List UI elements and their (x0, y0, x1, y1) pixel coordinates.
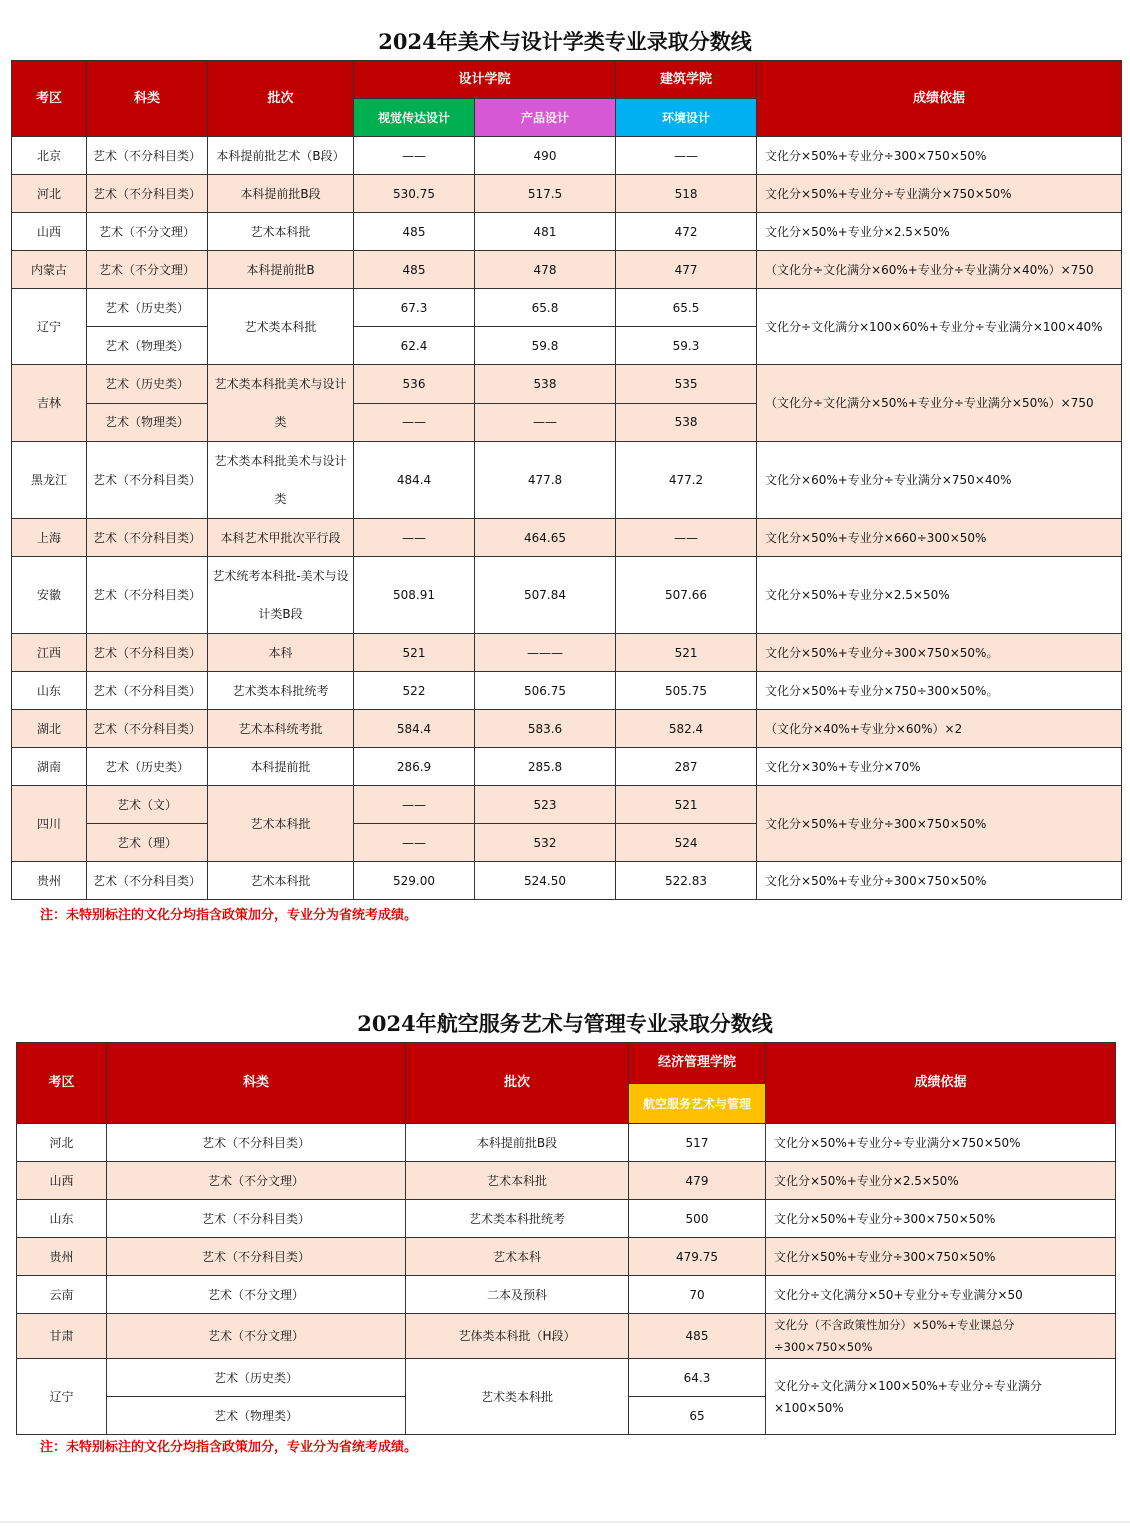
cell-category: 艺术（历史类） (87, 289, 208, 327)
cell-region: 山西 (17, 1162, 107, 1200)
table-row (12, 175, 1122, 213)
table-row (12, 442, 1122, 519)
cell-basis: 文化分（不含政策性加分）×50%+专业课总分÷300×750×50% (766, 1314, 1116, 1359)
cell-score: 477 (616, 251, 757, 289)
cell-batch: 艺术类本科批统考 (208, 672, 354, 710)
cell-score: —— (354, 824, 475, 862)
cell-region: 山东 (17, 1200, 107, 1238)
cell-basis: 文化分×50%+专业分÷300×750×50% (757, 786, 1122, 862)
cell-score: 583.6 (475, 710, 616, 748)
cell-score: 517 (629, 1124, 766, 1162)
cell-basis: 文化分×50%+专业分×2.5×50% (766, 1162, 1116, 1200)
cell-region: 安徽 (12, 557, 87, 634)
table-row (12, 289, 1122, 327)
cell-score: —— (616, 519, 757, 557)
cell-score: 65.8 (475, 289, 616, 327)
cell-score: 62.4 (354, 327, 475, 365)
cell-batch: 本科提前批B段 (208, 175, 354, 213)
cell-batch: 艺术本科 (406, 1238, 629, 1276)
cell-category: 艺术（历史类） (107, 1359, 406, 1397)
cell-region: 甘肃 (17, 1314, 107, 1359)
cell-score: 538 (475, 365, 616, 404)
table-row (17, 1276, 1116, 1314)
header-major-product: 产品设计 (475, 99, 616, 137)
cell-region: 贵州 (17, 1238, 107, 1276)
cell-region: 湖北 (12, 710, 87, 748)
table-row (17, 1314, 1116, 1359)
cell-basis: 文化分×50%+专业分÷专业满分×750×50% (766, 1124, 1116, 1162)
header-major-visual: 视觉传达设计 (354, 99, 475, 137)
table2-title: 2024年航空服务艺术与管理专业录取分数线 (357, 1011, 773, 1036)
cell-basis: 文化分×50%+专业分÷专业满分×750×50% (757, 175, 1122, 213)
cell-basis: 文化分×50%+专业分÷300×750×50% (757, 137, 1122, 175)
cell-category: 艺术（物理类） (87, 327, 208, 365)
table2-note: 注：未特别标注的文化分均指含政策加分，专业分为省统考成绩。 (40, 1440, 418, 1455)
cell-basis: 文化分×50%+专业分÷300×750×50% (766, 1238, 1116, 1276)
cell-basis: 文化分×50%+专业分×2.5×50% (757, 557, 1122, 634)
cell-batch: 艺术类本科批 (208, 289, 354, 365)
cell-score: —— (616, 137, 757, 175)
cell-score: 518 (616, 175, 757, 213)
cell-region: 辽宁 (17, 1359, 107, 1435)
table-row (12, 137, 1122, 175)
header-basis: 成绩依据 (766, 1043, 1116, 1124)
cell-score: 522 (354, 672, 475, 710)
cell-region: 黑龙江 (12, 442, 87, 519)
cell-score: 287 (616, 748, 757, 786)
cell-score: 500 (629, 1200, 766, 1238)
cell-category: 艺术（不分文理） (107, 1314, 406, 1359)
table-row (12, 519, 1122, 557)
cell-category: 艺术（文） (87, 786, 208, 824)
cell-batch: 艺术本科批 (406, 1162, 629, 1200)
cell-category: 艺术（不分科目类） (87, 519, 208, 557)
cell-score: 478 (475, 251, 616, 289)
table1-title: 2024年美术与设计学类专业录取分数线 (378, 29, 752, 54)
table-row (17, 1359, 1116, 1397)
aviation-score-table (16, 1042, 1116, 1435)
cell-category: 艺术（不分文理） (87, 251, 208, 289)
cell-basis: 文化分÷文化满分×100×50%+专业分÷专业满分×100×50% (766, 1359, 1116, 1435)
cell-region: 河北 (12, 175, 87, 213)
cell-score: 529.00 (354, 862, 475, 900)
cell-basis: 文化分×50%+专业分×750÷300×50%。 (757, 672, 1122, 710)
cell-category: 艺术（不分科目类） (107, 1124, 406, 1162)
cell-category: 艺术（不分文理） (107, 1276, 406, 1314)
table-row (17, 1238, 1116, 1276)
cell-score: 285.8 (475, 748, 616, 786)
cell-score: 582.4 (616, 710, 757, 748)
cell-score: —— (354, 519, 475, 557)
header-batch: 批次 (208, 61, 354, 137)
cell-batch: 艺术类本科批美术与设计类 (208, 365, 354, 442)
cell-score: —— (354, 403, 475, 442)
cell-batch: 本科 (208, 634, 354, 672)
cell-basis: （文化分÷文化满分×60%+专业分÷专业满分×40%）×750 (757, 251, 1122, 289)
cell-score: 464.65 (475, 519, 616, 557)
cell-score: ——— (475, 634, 616, 672)
cell-basis: 文化分×60%+专业分÷专业满分×750×40% (757, 442, 1122, 519)
cell-score: 521 (354, 634, 475, 672)
cell-score: 508.91 (354, 557, 475, 634)
cell-region: 吉林 (12, 365, 87, 442)
cell-basis: 文化分×50%+专业分×660÷300×50% (757, 519, 1122, 557)
table-row (12, 634, 1122, 672)
header-category: 科类 (107, 1043, 406, 1124)
cell-region: 江西 (12, 634, 87, 672)
cell-region: 湖南 (12, 748, 87, 786)
cell-region: 贵州 (12, 862, 87, 900)
cell-basis: 文化分÷文化满分×100×60%+专业分÷专业满分×100×40% (757, 289, 1122, 365)
table-row (12, 251, 1122, 289)
cell-basis: 文化分÷文化满分×50+专业分÷专业满分×50 (766, 1276, 1116, 1314)
cell-score: —— (354, 786, 475, 824)
cell-region: 河北 (17, 1124, 107, 1162)
cell-score: 59.3 (616, 327, 757, 365)
cell-category: 艺术（不分文理） (87, 213, 208, 251)
cell-score: 506.75 (475, 672, 616, 710)
table1-note: 注：未特别标注的文化分均指含政策加分，专业分为省统考成绩。 (40, 908, 418, 923)
cell-region: 云南 (17, 1276, 107, 1314)
cell-region: 辽宁 (12, 289, 87, 365)
cell-score: —— (354, 137, 475, 175)
cell-region: 四川 (12, 786, 87, 862)
cell-score: 524.50 (475, 862, 616, 900)
cell-basis: 文化分×50%+专业分÷300×750×50% (766, 1200, 1116, 1238)
table-row (17, 1200, 1116, 1238)
header-college-economics: 经济管理学院 (629, 1043, 766, 1084)
cell-category: 艺术（物理类） (87, 403, 208, 442)
cell-category: 艺术（历史类） (87, 748, 208, 786)
header-major-environment: 环境设计 (616, 99, 757, 137)
header-category: 科类 (87, 61, 208, 137)
cell-score: 507.84 (475, 557, 616, 634)
table-row (12, 862, 1122, 900)
cell-basis: 文化分×50%+专业分÷300×750×50%。 (757, 634, 1122, 672)
cell-category: 艺术（不分科目类） (87, 175, 208, 213)
cell-batch: 艺术统考本科批-美术与设计类B段 (208, 557, 354, 634)
table-row (17, 1162, 1116, 1200)
cell-score: 521 (616, 634, 757, 672)
table-row (12, 710, 1122, 748)
cell-score: 490 (475, 137, 616, 175)
cell-score: 477.8 (475, 442, 616, 519)
table-row (17, 1124, 1116, 1162)
cell-score: 479 (629, 1162, 766, 1200)
cell-score: 67.3 (354, 289, 475, 327)
cell-batch: 艺术本科批 (208, 213, 354, 251)
cell-score: 521 (616, 786, 757, 824)
cell-category: 艺术（不分科目类） (87, 672, 208, 710)
cell-batch: 艺术本科批 (208, 786, 354, 862)
cell-category: 艺术（不分科目类） (87, 137, 208, 175)
cell-score: 472 (616, 213, 757, 251)
cell-batch: 艺术类本科批 (406, 1359, 629, 1435)
cell-score: 517.5 (475, 175, 616, 213)
cell-score: 536 (354, 365, 475, 404)
cell-basis: 文化分×50%+专业分×2.5×50% (757, 213, 1122, 251)
header-region: 考区 (17, 1043, 107, 1124)
cell-category: 艺术（不分科目类） (87, 862, 208, 900)
table-row (12, 365, 1122, 404)
cell-batch: 艺术类本科批美术与设计类 (208, 442, 354, 519)
cell-basis: （文化分÷文化满分×50%+专业分÷专业满分×50%）×750 (757, 365, 1122, 442)
cell-batch: 艺术类本科批统考 (406, 1200, 629, 1238)
cell-batch: 艺术本科统考批 (208, 710, 354, 748)
cell-batch: 本科艺术甲批次平行段 (208, 519, 354, 557)
cell-score: 505.75 (616, 672, 757, 710)
header-college-architecture: 建筑学院 (616, 61, 757, 99)
page-divider (0, 1521, 1130, 1523)
cell-batch: 艺术本科批 (208, 862, 354, 900)
cell-category: 艺术（理） (87, 824, 208, 862)
cell-category: 艺术（不分科目类） (87, 557, 208, 634)
cell-region: 内蒙古 (12, 251, 87, 289)
cell-score: 65.5 (616, 289, 757, 327)
cell-batch: 艺体类本科批（H段） (406, 1314, 629, 1359)
cell-score: 485 (354, 213, 475, 251)
cell-score: 479.75 (629, 1238, 766, 1276)
cell-score: —— (475, 403, 616, 442)
cell-category: 艺术（不分科目类） (87, 442, 208, 519)
cell-batch: 本科提前批 (208, 748, 354, 786)
cell-score: 477.2 (616, 442, 757, 519)
header-major-aviation: 航空服务艺术与管理 (629, 1084, 766, 1124)
cell-category: 艺术（物理类） (107, 1397, 406, 1435)
cell-score: 59.8 (475, 327, 616, 365)
cell-category: 艺术（历史类） (87, 365, 208, 404)
table-row (12, 213, 1122, 251)
cell-score: 530.75 (354, 175, 475, 213)
table-row (12, 557, 1122, 634)
cell-score: 65 (629, 1397, 766, 1435)
cell-score: 523 (475, 786, 616, 824)
cell-category: 艺术（不分科目类） (87, 710, 208, 748)
cell-score: 584.4 (354, 710, 475, 748)
cell-score: 485 (629, 1314, 766, 1359)
cell-score: 484.4 (354, 442, 475, 519)
cell-region: 山西 (12, 213, 87, 251)
cell-basis: 文化分×30%+专业分×70% (757, 748, 1122, 786)
cell-score: 522.83 (616, 862, 757, 900)
cell-score: 64.3 (629, 1359, 766, 1397)
header-college-design: 设计学院 (354, 61, 616, 99)
cell-basis: 文化分×50%+专业分÷300×750×50% (757, 862, 1122, 900)
cell-basis: （文化分×40%+专业分×60%）×2 (757, 710, 1122, 748)
cell-region: 北京 (12, 137, 87, 175)
table-row (12, 672, 1122, 710)
cell-category: 艺术（不分科目类） (107, 1238, 406, 1276)
cell-category: 艺术（不分科目类） (87, 634, 208, 672)
cell-score: 70 (629, 1276, 766, 1314)
cell-batch: 本科提前批B段 (406, 1124, 629, 1162)
art-design-score-table (11, 60, 1122, 900)
cell-score: 524 (616, 824, 757, 862)
cell-region: 山东 (12, 672, 87, 710)
cell-score: 538 (616, 403, 757, 442)
cell-score: 481 (475, 213, 616, 251)
cell-score: 532 (475, 824, 616, 862)
cell-category: 艺术（不分科目类） (107, 1200, 406, 1238)
header-region: 考区 (12, 61, 87, 137)
table-row (12, 748, 1122, 786)
cell-region: 上海 (12, 519, 87, 557)
cell-batch: 本科提前批B (208, 251, 354, 289)
cell-batch: 本科提前批艺术（B段） (208, 137, 354, 175)
header-batch: 批次 (406, 1043, 629, 1124)
cell-score: 535 (616, 365, 757, 404)
table-row (12, 786, 1122, 824)
cell-category: 艺术（不分文理） (107, 1162, 406, 1200)
cell-score: 485 (354, 251, 475, 289)
cell-score: 286.9 (354, 748, 475, 786)
cell-score: 507.66 (616, 557, 757, 634)
cell-batch: 二本及预科 (406, 1276, 629, 1314)
header-basis: 成绩依据 (757, 61, 1122, 137)
